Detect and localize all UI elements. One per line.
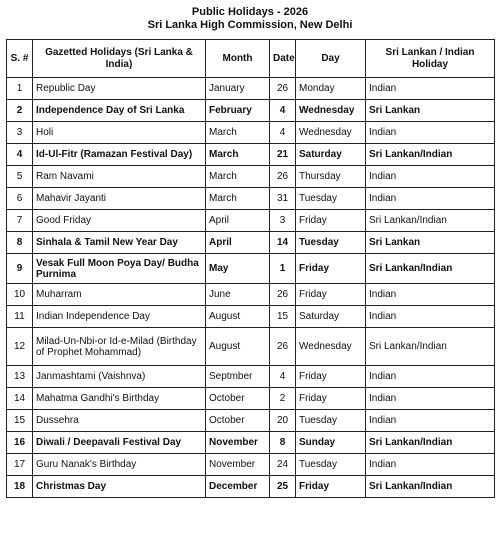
table-row bbox=[7, 410, 495, 432]
table-row bbox=[7, 476, 495, 498]
row-month: February bbox=[206, 100, 270, 122]
row-month: October bbox=[206, 410, 270, 432]
header-month: Month bbox=[206, 40, 270, 78]
row-month: March bbox=[206, 122, 270, 144]
row-serial-number: 17 bbox=[7, 454, 33, 476]
row-holiday-type: Indian bbox=[366, 166, 495, 188]
row-date: 26 bbox=[270, 166, 296, 188]
row-serial-number: 7 bbox=[7, 210, 33, 232]
row-month: March bbox=[206, 188, 270, 210]
table-row bbox=[7, 388, 495, 410]
row-month: December bbox=[206, 476, 270, 498]
row-date: 21 bbox=[270, 144, 296, 166]
row-serial-number: 8 bbox=[7, 232, 33, 254]
header-holiday-type: Sri Lankan / Indian Holiday bbox=[366, 40, 495, 78]
document-title: Public Holidays - 2026 bbox=[191, 6, 309, 18]
row-date: 31 bbox=[270, 188, 296, 210]
table-row bbox=[7, 284, 495, 306]
row-day: Thursday bbox=[296, 166, 366, 188]
row-holiday-name: Id-Ul-Fitr (Ramazan Festival Day) bbox=[33, 144, 206, 166]
row-day: Sunday bbox=[296, 432, 366, 454]
table-row bbox=[7, 188, 495, 210]
row-date: 1 bbox=[270, 254, 296, 284]
row-day: Wednesday bbox=[296, 100, 366, 122]
row-date: 20 bbox=[270, 410, 296, 432]
row-holiday-type: Indian bbox=[366, 366, 495, 388]
row-day: Friday bbox=[296, 476, 366, 498]
row-date: 15 bbox=[270, 306, 296, 328]
row-holiday-name: Diwali / Deepavali Festival Day bbox=[33, 432, 206, 454]
row-month: Septmber bbox=[206, 366, 270, 388]
row-day: Monday bbox=[296, 78, 366, 100]
row-month: August bbox=[206, 306, 270, 328]
row-month: October bbox=[206, 388, 270, 410]
row-day: Friday bbox=[296, 254, 366, 284]
table-row bbox=[7, 122, 495, 144]
row-day: Tuesday bbox=[296, 410, 366, 432]
row-serial-number: 10 bbox=[7, 284, 33, 306]
header-date: Date bbox=[270, 40, 296, 78]
row-holiday-name: Good Friday bbox=[33, 210, 206, 232]
row-month: January bbox=[206, 78, 270, 100]
row-date: 4 bbox=[270, 100, 296, 122]
table-row bbox=[7, 254, 495, 284]
row-holiday-name: Dussehra bbox=[33, 410, 206, 432]
row-serial-number: 1 bbox=[7, 78, 33, 100]
row-serial-number: 3 bbox=[7, 122, 33, 144]
row-month: March bbox=[206, 144, 270, 166]
table-row bbox=[7, 100, 495, 122]
row-month: April bbox=[206, 210, 270, 232]
row-holiday-name: Vesak Full Moon Poya Day/ Budha Purnima bbox=[33, 254, 206, 284]
row-day: Wednesday bbox=[296, 122, 366, 144]
row-date: 26 bbox=[270, 328, 296, 366]
row-holiday-type: Sri Lankan/Indian bbox=[366, 432, 495, 454]
row-holiday-type: Sri Lankan bbox=[366, 232, 495, 254]
row-serial-number: 9 bbox=[7, 254, 33, 284]
row-holiday-type: Indian bbox=[366, 306, 495, 328]
header-serial-number: S. # bbox=[7, 40, 33, 78]
row-day: Friday bbox=[296, 366, 366, 388]
row-date: 24 bbox=[270, 454, 296, 476]
row-holiday-type: Indian bbox=[366, 284, 495, 306]
row-serial-number: 2 bbox=[7, 100, 33, 122]
row-day: Friday bbox=[296, 284, 366, 306]
row-day: Saturday bbox=[296, 306, 366, 328]
row-month: March bbox=[206, 166, 270, 188]
row-date: 4 bbox=[270, 122, 296, 144]
row-serial-number: 4 bbox=[7, 144, 33, 166]
row-holiday-type: Sri Lankan/Indian bbox=[366, 328, 495, 366]
row-day: Tuesday bbox=[296, 454, 366, 476]
document-subtitle: Sri Lanka High Commission, New Delhi bbox=[147, 19, 353, 31]
row-holiday-type: Sri Lankan/Indian bbox=[366, 476, 495, 498]
row-holiday-name: Mahavir Jayanti bbox=[33, 188, 206, 210]
row-holiday-name: Guru Nanak's Birthday bbox=[33, 454, 206, 476]
row-month: August bbox=[206, 328, 270, 366]
row-date: 14 bbox=[270, 232, 296, 254]
row-serial-number: 15 bbox=[7, 410, 33, 432]
row-day: Saturday bbox=[296, 144, 366, 166]
row-holiday-type: Indian bbox=[366, 454, 495, 476]
row-holiday-type: Sri Lankan bbox=[366, 100, 495, 122]
table-row bbox=[7, 78, 495, 100]
row-holiday-name: Republic Day bbox=[33, 78, 206, 100]
row-holiday-name: Holi bbox=[33, 122, 206, 144]
row-day: Tuesday bbox=[296, 188, 366, 210]
row-serial-number: 6 bbox=[7, 188, 33, 210]
row-month: May bbox=[206, 254, 270, 284]
header-holiday: Gazetted Holidays (Sri Lanka & India) bbox=[33, 40, 206, 78]
row-serial-number: 16 bbox=[7, 432, 33, 454]
row-serial-number: 5 bbox=[7, 166, 33, 188]
row-month: November bbox=[206, 454, 270, 476]
table-row bbox=[7, 432, 495, 454]
table-row bbox=[7, 166, 495, 188]
row-holiday-name: Independence Day of Sri Lanka bbox=[33, 100, 206, 122]
row-day: Tuesday bbox=[296, 232, 366, 254]
row-day: Friday bbox=[296, 210, 366, 232]
table-row bbox=[7, 366, 495, 388]
row-serial-number: 12 bbox=[7, 328, 33, 366]
row-date: 8 bbox=[270, 432, 296, 454]
row-holiday-type: Indian bbox=[366, 188, 495, 210]
row-serial-number: 14 bbox=[7, 388, 33, 410]
row-holiday-name: Milad-Un-Nbi-or Id-e-Milad (Birthday of Prophet Mohammad) bbox=[33, 328, 206, 366]
row-holiday-type: Indian bbox=[366, 78, 495, 100]
table-row bbox=[7, 328, 495, 366]
row-date: 26 bbox=[270, 78, 296, 100]
row-serial-number: 13 bbox=[7, 366, 33, 388]
row-holiday-name: Ram Navami bbox=[33, 166, 206, 188]
row-holiday-type: Sri Lankan/Indian bbox=[366, 210, 495, 232]
row-holiday-name: Janmashtami (Vaishnva) bbox=[33, 366, 206, 388]
table-row bbox=[7, 454, 495, 476]
holidays-table bbox=[6, 39, 495, 498]
row-day: Wednesday bbox=[296, 328, 366, 366]
row-serial-number: 11 bbox=[7, 306, 33, 328]
row-holiday-type: Sri Lankan/Indian bbox=[366, 144, 495, 166]
row-day: Friday bbox=[296, 388, 366, 410]
row-month: April bbox=[206, 232, 270, 254]
table-row bbox=[7, 232, 495, 254]
row-holiday-type: Sri Lankan/Indian bbox=[366, 254, 495, 284]
row-serial-number: 18 bbox=[7, 476, 33, 498]
row-month: November bbox=[206, 432, 270, 454]
row-holiday-type: Indian bbox=[366, 388, 495, 410]
row-holiday-name: Mahatma Gandhi's Birthday bbox=[33, 388, 206, 410]
row-date: 2 bbox=[270, 388, 296, 410]
table-row bbox=[7, 210, 495, 232]
row-date: 4 bbox=[270, 366, 296, 388]
table-row bbox=[7, 306, 495, 328]
row-holiday-type: Indian bbox=[366, 410, 495, 432]
row-holiday-name: Sinhala & Tamil New Year Day bbox=[33, 232, 206, 254]
table-row bbox=[7, 144, 495, 166]
row-date: 3 bbox=[270, 210, 296, 232]
row-holiday-name: Indian Independence Day bbox=[33, 306, 206, 328]
table-header-row bbox=[7, 40, 495, 78]
row-date: 26 bbox=[270, 284, 296, 306]
header-day: Day bbox=[296, 40, 366, 78]
row-month: June bbox=[206, 284, 270, 306]
row-date: 25 bbox=[270, 476, 296, 498]
row-holiday-name: Muharram bbox=[33, 284, 206, 306]
row-holiday-type: Indian bbox=[366, 122, 495, 144]
row-holiday-name: Christmas Day bbox=[33, 476, 206, 498]
